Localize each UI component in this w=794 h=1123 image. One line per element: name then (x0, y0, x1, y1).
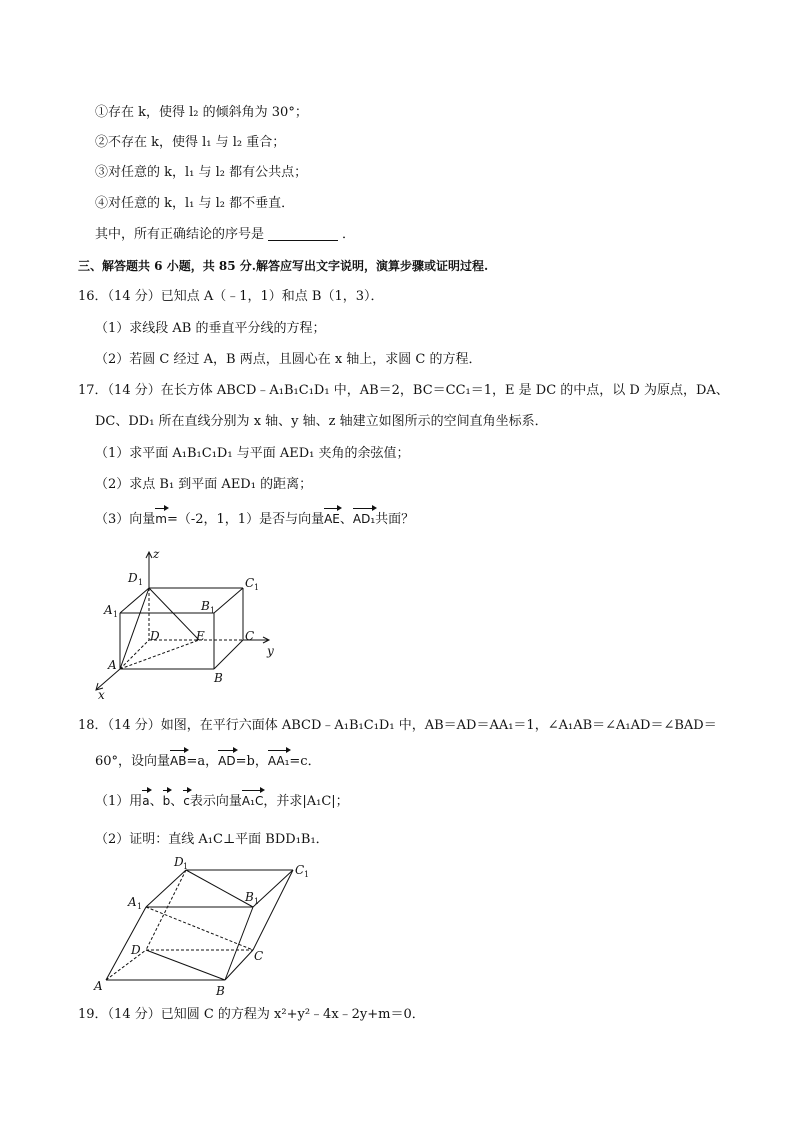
q17-part-2: （2）求点 B₁ 到平面 AED₁ 的距离； (95, 477, 313, 492)
label-a: A (94, 979, 103, 993)
edge-bc (214, 640, 243, 669)
answer-blank (268, 226, 338, 241)
q17-part-3-sep: 、 (339, 512, 353, 527)
label-y: y (267, 644, 274, 658)
label-x: x (98, 688, 105, 702)
q17-stem-line-2: DC、DD₁ 所在直线分别为 x 轴、y 轴、z 轴建立如图所示的空间直角坐标系． (95, 414, 548, 429)
label-a1: A (104, 603, 113, 617)
vector-aa1: AA₁ (267, 754, 290, 768)
label-d: D (131, 943, 141, 957)
q17-part-1: （1）求平面 A₁B₁C₁D₁ 与平面 AED₁ 夹角的余弦值； (95, 446, 410, 461)
q17-stem-line-1: 17．（14 分）在长方体 ABCD﹣A₁B₁C₁D₁ 中，AB＝2，BC＝CC₁＝1，E 是 DC 的中点，以 D 为原点，DA、 (78, 383, 729, 398)
q15-option-4: ④对任意的 k，l₁ 与 l₂ 都不垂直． (95, 196, 295, 211)
q18-part-1-end: ； (335, 794, 349, 809)
hidden-segment-a1c (146, 907, 253, 950)
x-axis (97, 669, 120, 689)
q18-part-2: （2）证明：直线 A₁C⊥平面 BDD₁B₁． (95, 832, 329, 847)
vector-a1c-magnitude: |A₁C| (302, 794, 336, 809)
q18-part-1-ask: ，并求 (263, 794, 303, 809)
hidden-edge-dd1 (146, 870, 186, 950)
q18-part-1-mid: 表示向量 (189, 794, 242, 809)
q17-part-3-end: 共面？ (375, 512, 415, 527)
q19-stem: 19．（14 分）已知圆 C 的方程为 x²+y²﹣4x﹣2y+m＝0． (78, 1007, 425, 1022)
vector-m: m (155, 512, 167, 526)
label-c1: C (245, 576, 255, 590)
label-d1: D (128, 571, 138, 585)
vector-a1c: A₁C (241, 794, 264, 808)
vector-ae: AE (324, 512, 340, 526)
segment-db (146, 950, 225, 980)
vector-b: b (162, 794, 171, 808)
section-heading: 三、解答题共 6 小题，共 85 分.解答应写出文字说明，演算步骤或证明过程. (78, 259, 489, 273)
label-z: z (153, 547, 160, 561)
q15-answer-end: ． (342, 227, 356, 242)
label-b1-sub: 1 (254, 897, 260, 906)
segment-d1b1 (186, 870, 253, 907)
hidden-edge-ad (120, 640, 149, 669)
q15-answer-prompt: 其中，所有正确结论的序号是 (95, 227, 265, 242)
q18-part-1 (95, 792, 349, 811)
q16-stem: 16．（14 分）已知点 A（﹣1，1）和点 B（1，3）． (78, 289, 384, 304)
edge-cc1 (253, 870, 293, 950)
label-c: C (254, 949, 264, 963)
q18-sep-1: 、 (149, 794, 163, 809)
edge-b1c1 (214, 588, 243, 613)
label-d1: D (174, 855, 184, 869)
q15-option-3: ③对任意的 k，l₁ 与 l₂ 都有公共点； (95, 165, 308, 180)
label-c1: C (295, 863, 305, 877)
q17-part-3-mid: =（-2，1，1）是否与向量 (166, 512, 325, 527)
q18-eq-a: =a， (186, 754, 219, 769)
label-d: D (150, 629, 160, 643)
vector-c: c (183, 794, 190, 808)
q15-answer-line (95, 226, 355, 244)
label-a1-sub: 1 (137, 902, 143, 911)
q18-eq-b: =b， (235, 754, 268, 769)
edge-bc (225, 950, 253, 980)
vector-ad1: AD₁ (352, 512, 376, 526)
label-a: A (108, 658, 117, 672)
edge-a1d1 (146, 870, 186, 907)
q18-stem-lead: 60°，设向量 (95, 754, 171, 769)
label-d1-sub: 1 (183, 862, 189, 871)
q18-part-1-lead: （1）用 (95, 794, 143, 809)
q18-stem-line-1: 18．（14 分）如图，在平行六面体 ABCD﹣A₁B₁C₁D₁ 中，AB＝AD＝AA₁＝1，∠A₁AB＝∠A₁AD＝∠BAD＝ (78, 718, 717, 733)
q15-option-1: ①存在 k，使得 l₂ 的倾斜角为 30°； (95, 105, 308, 120)
label-c1-sub: 1 (254, 583, 260, 592)
q17-part-3 (95, 510, 414, 529)
label-b1: B (245, 890, 254, 904)
label-c1-sub: 1 (304, 870, 310, 879)
q18-parallelepiped-figure (88, 852, 318, 1000)
q16-part-2: （2）若圆 C 经过 A，B 两点，且圆心在 x 轴上，求圆 C 的方程． (95, 352, 482, 367)
q15-option-2: ②不存在 k，使得 l₁ 与 l₂ 重合； (95, 135, 286, 150)
label-b1-sub: 1 (210, 606, 216, 615)
q18-stem-line-2 (95, 752, 321, 771)
q16-part-1: （1）求线段 AB 的垂直平分线的方程； (95, 321, 326, 336)
vector-a: a (142, 794, 150, 808)
vector-ab: AB (170, 754, 187, 768)
label-b: B (216, 984, 225, 998)
label-b: B (214, 671, 223, 685)
label-a1-sub: 1 (113, 610, 119, 619)
vector-ad: AD (218, 754, 236, 768)
q17-cuboid-figure (88, 543, 288, 703)
label-a1: A (128, 895, 137, 909)
label-b1: B (201, 599, 210, 613)
q18-sep-2: 、 (170, 794, 184, 809)
q18-eq-c: =c． (289, 754, 321, 769)
label-d1-sub: 1 (138, 578, 144, 587)
hidden-segment-ae (120, 640, 199, 669)
label-c: C (245, 629, 255, 643)
q17-part-3-lead: （3）向量 (95, 512, 156, 527)
label-e: E (196, 629, 205, 643)
edge-bb1 (225, 907, 253, 980)
